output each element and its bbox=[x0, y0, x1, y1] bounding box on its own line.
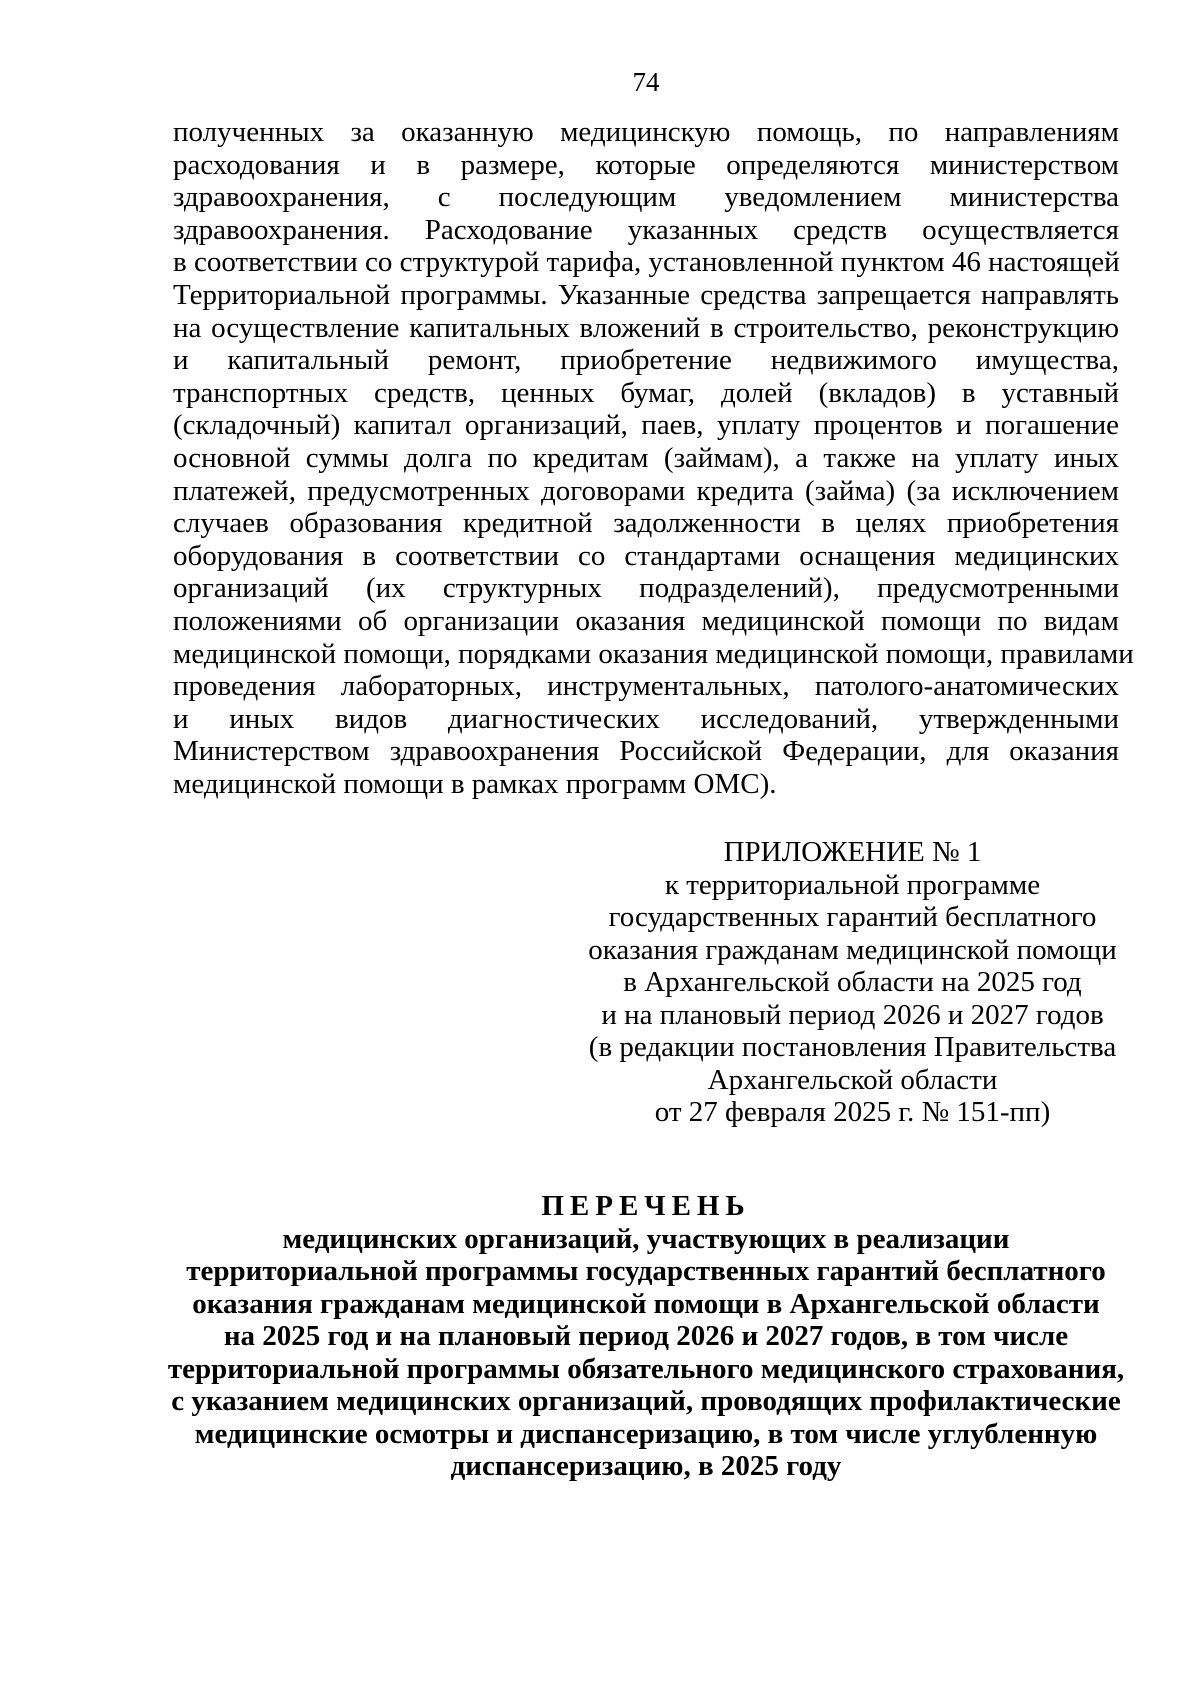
appendix-line: и на плановый период 2026 и 2027 годов bbox=[601, 998, 1104, 1031]
body-line: медицинской помощи, порядками оказания медицинской помощи, правилами bbox=[173, 637, 1134, 670]
appendix-header bbox=[585, 836, 1120, 1129]
body-line: Территориальной программы. Указанные средства запрещается направлять bbox=[173, 278, 1119, 311]
document-title bbox=[160, 1190, 1132, 1483]
body-line: (складочный) капитал организаций, паев, уплату процентов и погашение bbox=[173, 409, 1119, 442]
body-line: и капитальный ремонт, приобретение недвижимого имущества, bbox=[173, 344, 1119, 377]
appendix-line: к территориальной программе bbox=[664, 868, 1041, 901]
title-line: с указанием медицинских организаций, проводящих профилактические bbox=[171, 1385, 1121, 1417]
body-line: положениями об организации оказания медицинской помощи по видам bbox=[173, 604, 1119, 637]
title-line: территориальной программы обязательного медицинского страхования, bbox=[167, 1352, 1125, 1385]
body-line: Министерством здравоохранения Российской Федерации, для оказания bbox=[173, 735, 1119, 768]
body-line: медицинской помощи в рамках программ ОМС). bbox=[173, 767, 777, 800]
body-line: проведения лабораторных, инструментальных, патолого-анатомических bbox=[173, 670, 1119, 703]
body-line: в соответствии со структурой тарифа, установленной пунктом 46 настоящей bbox=[173, 246, 1120, 279]
title-line: медицинские осмотры и диспансеризацию, в том числе углубленную bbox=[194, 1417, 1098, 1450]
title-line: диспансеризацию, в 2025 году bbox=[450, 1450, 842, 1482]
body-line: полученных за оказанную медицинскую помощь, по направлениям bbox=[173, 116, 1119, 148]
appendix-line: (в редакции постановления Правительства bbox=[588, 1031, 1117, 1063]
title-line: территориальной программы государственных гарантий бесплатного bbox=[186, 1255, 1106, 1287]
body-line: на осуществление капитальных вложений в строительство, реконструкцию bbox=[173, 311, 1119, 344]
body-line: организаций (их структурных подразделений), предусмотренными bbox=[173, 572, 1119, 605]
title-line: медицинских организаций, участвующих в реализации bbox=[282, 1222, 1010, 1255]
title-line: на 2025 год и на плановый период 2026 и 2027 годов, в том числе bbox=[223, 1320, 1069, 1352]
body-line: здравоохранения. Расходование указанных средств осуществляется bbox=[173, 213, 1119, 246]
page-number: 74 bbox=[632, 67, 660, 97]
title-heading: ПЕРЕЧЕНЬ bbox=[541, 1190, 751, 1222]
body-line: оборудования в соответствии со стандартами оснащения медицинских bbox=[173, 539, 1119, 572]
appendix-title: ПРИЛОЖЕНИЕ № 1 bbox=[723, 836, 982, 868]
body-line: платежей, предусмотренных договорами кредита (займа) (за исключением bbox=[173, 474, 1119, 507]
body-line: здравоохранения, с последующим уведомлением министерства bbox=[173, 181, 1119, 214]
body-line: основной суммы долга по кредитам (займам), а также на уплату иных bbox=[173, 441, 1119, 474]
appendix-line: государственных гарантий бесплатного bbox=[608, 901, 1097, 933]
body-line: расходования и в размере, которые определяются министерством bbox=[173, 148, 1119, 181]
appendix-line: в Архангельской области на 2025 год bbox=[623, 966, 1082, 998]
appendix-line: Архангельской области bbox=[707, 1063, 998, 1096]
title-line: оказания гражданам медицинской помощи в Архангельской области bbox=[192, 1287, 1100, 1320]
body-line: транспортных средств, ценных бумаг, долей (вкладов) в уставный bbox=[173, 376, 1119, 409]
appendix-line: оказания гражданам медицинской помощи bbox=[588, 933, 1117, 966]
appendix-line: от 27 февраля 2025 г. № 151-пп) bbox=[654, 1096, 1051, 1128]
body-line: случаев образования кредитной задолженности в целях приобретения bbox=[173, 507, 1119, 540]
body-line: и иных видов диагностических исследований, утвержденными bbox=[173, 702, 1119, 735]
body-paragraph bbox=[173, 116, 1134, 800]
